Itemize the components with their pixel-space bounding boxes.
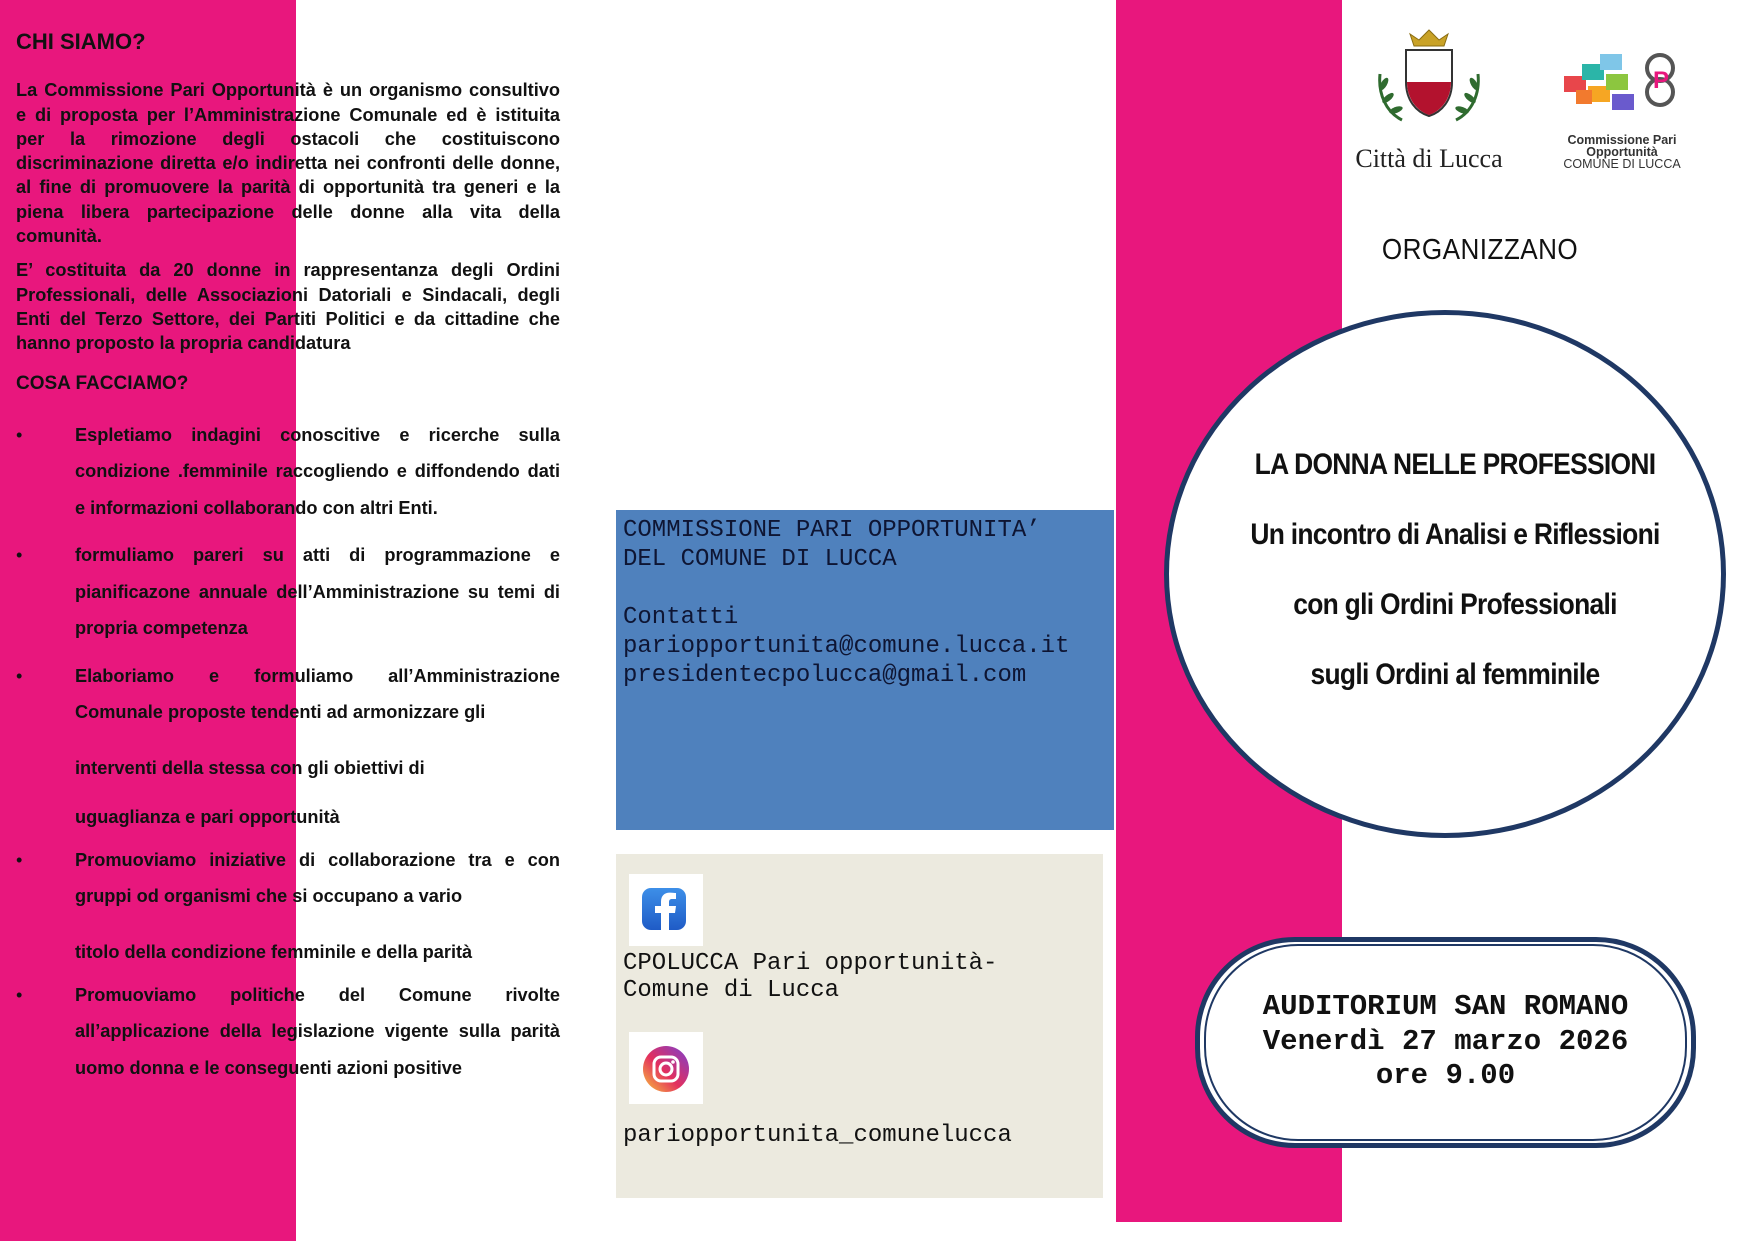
heading-chi-siamo: CHI SIAMO? [16,29,146,54]
heading-cosa-facciamo: COSA FACCIAMO? [16,372,189,394]
email-link[interactable]: presidentecpolucca@gmail.com [623,662,1027,689]
event-title-block [1210,448,1700,728]
organizers-label: ORGANIZZANO [1381,234,1579,266]
instagram-handle[interactable]: pariopportunita_comunelucca [623,1122,1012,1149]
facebook-icon[interactable] [629,874,703,946]
paragraph-composition: E’ costituita da 20 donne in rappresentanza degli Ordini Professionali, delle Associazioni Datoriali e Sindacali, degli Enti del Terzo Settore, dei Partiti Politici e da cittadine che hanno proposto la propria candidatura [16,260,560,354]
list-item: • Promuoviamo politiche del Comune rivolte all’applicazione della legislazione vigente sulla parità uomo donna e le conseguenti azioni positive [16,977,560,1087]
venue-details [1195,990,1696,1094]
event-subtitle: sugli Ordini al femminile [1310,658,1600,691]
list-item: • Elaboriamo e formuliamo all’Amministrazione Comunale proposte tendenti ad armonizzare gli [16,658,560,731]
event-date: Venerdì 27 marzo 2026 [1262,1024,1629,1058]
list-item: • Promuoviamo iniziative di collaborazione tra e con gruppi od organismi che si occupano a vario [16,842,560,915]
cpo-line: Opportunità [1586,145,1658,159]
social-box [616,854,1103,1198]
list-item-continuation: uguaglianza e pari opportunità [75,806,340,827]
cpo-line: COMUNE DI LUCCA [1563,157,1681,171]
contacts-label: Contatti [623,604,739,631]
event-subtitle: Un incontro di Analisi e Riflessioni [1250,518,1660,551]
venue-name: AUDITORIUM SAN ROMANO [1262,990,1629,1023]
event-title: LA DONNA NELLE PROFESSIONI [1254,448,1656,481]
list-item-continuation: interventi della stessa con gli obiettivi di [75,757,425,778]
svg-text:P: P [1653,67,1670,94]
list-item: • Espletiamo indagini conoscitive e ricerche sulla condizione .femminile raccogliendo e diffondendo dati e informazioni collaborando con altri Enti. [16,417,560,527]
paragraph-description: La Commissione Pari Opportunità è un organismo consultivo e di proposta per l’Amministrazione Comunale ed è istituita per la rimozione degli ostacoli che costituiscono discriminazione diretta e/o indiretta nei confronti delle donne, al fine di promuovere la parità di opportunità tra generi e la piena libera partecipazione delle donne alla vita della comunità. [16,80,560,247]
left-column [16,30,560,1086]
list-item-continuation: titolo della condizione femminile e della parità [75,941,473,962]
contact-box [616,510,1114,830]
city-name: Città di Lucca [1355,144,1503,173]
instagram-icon[interactable] [629,1032,703,1104]
list-item: • formuliamo pareri su atti di programmazione e pianificazone annuale dell’Amministrazione su temi di propria competenza [16,537,560,647]
event-subtitle: con gli Ordini Professionali [1293,588,1617,621]
contact-org-line1: COMMISSIONE PARI OPPORTUNITA’ [623,517,1041,544]
cpo-line: Commissione Pari [1567,133,1677,147]
contact-org-line2: DEL COMUNE DI LUCCA [623,546,897,573]
cpo-logo-text [1546,134,1698,170]
cpo-logo [1560,48,1690,118]
email-link[interactable]: pariopportunita@comune.lucca.it [623,633,1070,660]
event-time: ore 9.00 [1375,1059,1516,1092]
facebook-page-name[interactable]: CPOLUCCA Pari opportunità- Comune di Lucca [623,950,998,1004]
